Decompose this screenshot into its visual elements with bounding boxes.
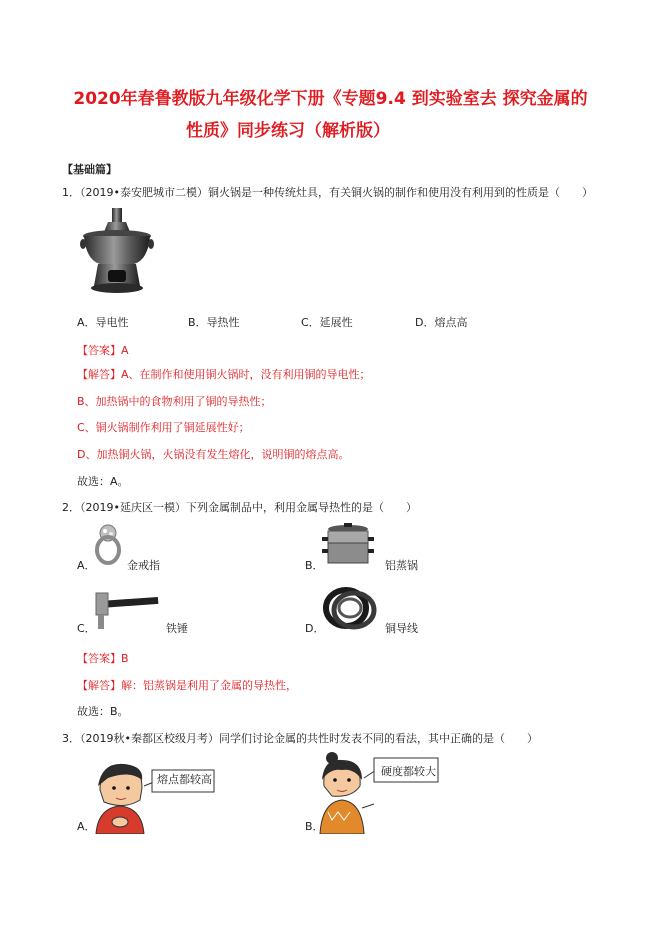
q1-stem: 1．（2019•泰安肥城市二模）铜火锅是一种传统灶具，有关铜火锅的制作和使用没有利用到的性质是（ ） [62,186,593,199]
q2-item-a: 金戒指 [127,559,160,572]
q2-item-b: 铝蒸锅 [385,559,418,572]
q1-option-d: D．熔点高 [415,316,468,329]
gold-ring-image [93,523,123,567]
q1-analysis-line: C、铜火锅制作利用了铜延展性好； [77,421,250,434]
q1-option-c: C．延展性 [301,316,353,329]
q3-letter-a: A． [77,820,96,833]
q1-analysis-line: B、加热锅中的食物利用了铜的导热性； [77,395,272,408]
q2-stem: 2．（2019•延庆区一模）下列金属制品中，利用金属导热性的是（ ） [62,501,417,514]
doc-title-line-1: 2020年春鲁教版九年级化学下册《专题9.4 到实验室去 探究金属的 [73,89,588,109]
q3-letter-b: B． [305,820,324,833]
q1-analysis-line: 【解答】A、在制作和使用铜火锅时，没有利用铜的导电性； [77,368,371,381]
q2-answer: 【答案】B [77,652,129,665]
iron-hammer-image [90,585,162,635]
doc-title-line-2: 性质》同步练习（解析版） [186,121,390,141]
copper-hotpot-image [80,206,154,298]
q3-stem: 3．（2019秋•秦都区校级月考）同学们讨论金属的共性时发表不同的看法，其中正确的是（ ） [62,732,538,745]
q1-analysis-line: D、加热铜火锅，火锅没有发生熔化，说明铜的熔点高。 [77,448,350,461]
q2-letter-a: A． [77,559,96,572]
q2-item-d: 铜导线 [385,622,418,635]
aluminum-steamer-image [322,523,374,567]
q3-bubble-b: 硬度都较大 [381,765,436,778]
q1-option-a: A．导电性 [77,316,129,329]
q1-conclusion: 故选：A。 [77,475,129,488]
q2-letter-c: C． [77,622,96,635]
copper-wire-image [322,584,378,632]
student-boy-cartoon [94,760,218,834]
q1-answer: 【答案】A [77,344,129,357]
q2-letter-b: B． [305,559,324,572]
section-heading: 【基础篇】 [62,163,117,176]
q2-analysis-line: 【解答】解：铝蒸锅是利用了金属的导热性， [77,679,297,692]
q3-bubble-a: 熔点都较高 [157,773,212,786]
student-girl-cartoon [318,750,442,834]
q1-option-b: B．导热性 [188,316,240,329]
q2-letter-d: D． [305,622,325,635]
q2-item-c: 铁锤 [166,622,188,635]
q2-conclusion: 故选：B。 [77,705,129,718]
